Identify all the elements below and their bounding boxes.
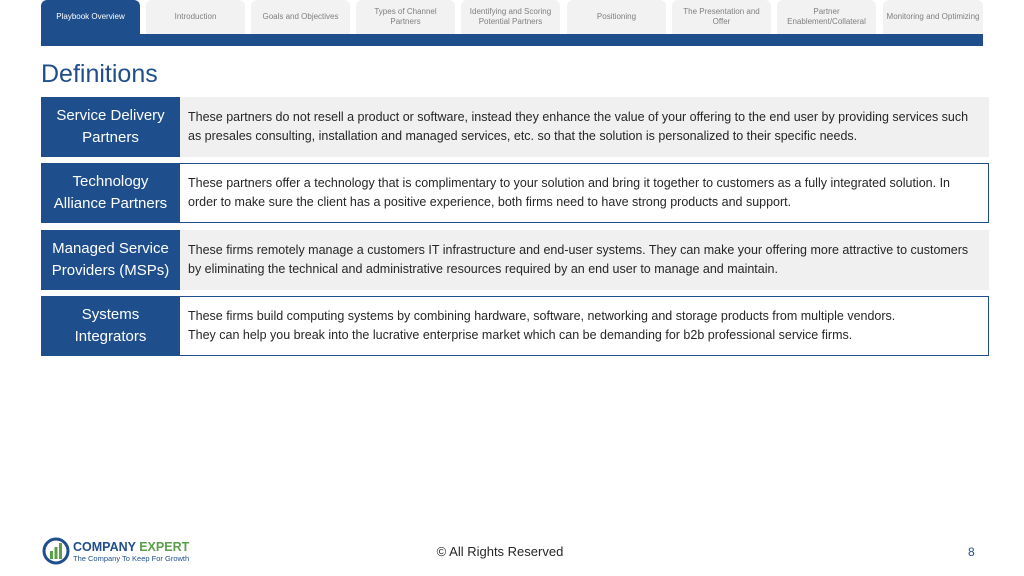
logo-name-company: COMPANY [73, 539, 140, 554]
definition-row [41, 163, 989, 223]
definition-row [41, 230, 989, 290]
tab-underline-bar [41, 34, 983, 46]
definition-description: These firms build computing systems by combining hardware, software, networking and storage products from multiple vendors. They can help you break into the lucrative enterprise market which can be demanding for b2b professional service firms. [180, 296, 989, 356]
definition-row [41, 296, 989, 356]
definition-term: Managed Service Providers (MSPs) [41, 230, 180, 290]
logo-tagline: The Company To Keep For Growth [73, 553, 190, 563]
definition-row [41, 97, 989, 157]
tab-playbook-overview[interactable]: Playbook Overview [41, 0, 140, 34]
tab-presentation-and-offer[interactable]: The Presentation and Offer [672, 0, 771, 34]
definition-term: Service Delivery Partners [41, 97, 180, 157]
copyright-text: © All Rights Reserved [436, 544, 564, 559]
logo-name-expert: EXPERT [139, 539, 190, 554]
page-number: 8 [968, 545, 975, 559]
tab-monitoring-and-optimizing[interactable]: Monitoring and Optimizing [883, 0, 983, 34]
tab-partner-enablement[interactable]: Partner Enablement/Collateral [777, 0, 876, 34]
page-title: Definitions [41, 60, 158, 88]
definition-description: These partners offer a technology that is complimentary to your solution and bring it together to customers as a fully integrated solution. In order to make sure the client has a positive experience, both firms need to have strong products and support. [180, 163, 989, 223]
tab-positioning[interactable]: Positioning [567, 0, 666, 34]
tab-types-of-channel-partners[interactable]: Types of Channel Partners [356, 0, 455, 34]
tab-identifying-and-scoring[interactable]: Identifying and Scoring Potential Partners [461, 0, 560, 34]
nav-tabs [41, 0, 983, 34]
tab-goals-and-objectives[interactable]: Goals and Objectives [251, 0, 350, 34]
tab-introduction[interactable]: Introduction [146, 0, 245, 34]
definition-term: Systems Integrators [41, 296, 180, 356]
definition-term: Technology Alliance Partners [41, 163, 180, 223]
definition-description: These firms remotely manage a customers IT infrastructure and end-user systems. They can make your offering more attractive to customers by eliminating the technical and administrative resources required by an end user to manage and maintain. [180, 230, 989, 290]
definition-description: These partners do not resell a product or software, instead they enhance the value of your offering to the end user by providing services such as presales consulting, installation and managed services, etc. so that the solution is personalized to their specific needs. [180, 97, 989, 157]
